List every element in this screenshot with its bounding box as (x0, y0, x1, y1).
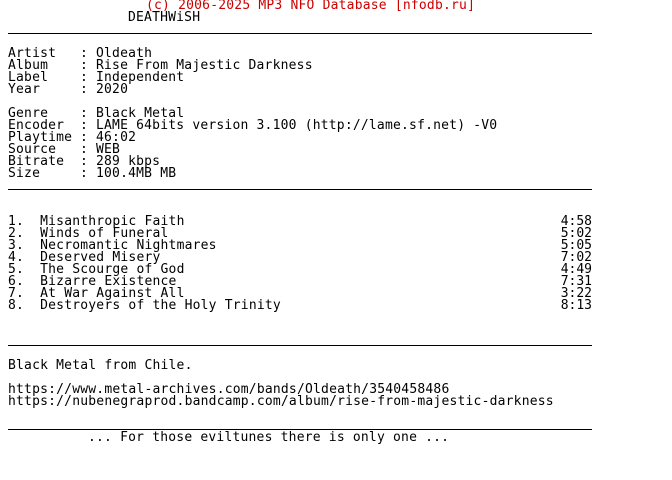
track-title: At War Against All (40, 286, 185, 301)
field-source: Source : WEB (8, 142, 121, 157)
track-title: Deserved Misery (40, 250, 161, 265)
field-size: Size : 100.4MB MB (8, 166, 177, 181)
track-duration: 8:13 (560, 298, 592, 313)
field-value: WEB (96, 142, 121, 157)
track-number: 2. (8, 226, 25, 241)
track-duration: 5:05 (560, 238, 592, 253)
track-title: Necromantic Nightmares (40, 238, 217, 253)
field-label: Label : Independent (8, 70, 185, 85)
field-value: LAME 64bits version 3.100 (http://lame.sf.net) -V0 (96, 118, 498, 133)
field-key: Album (8, 58, 49, 73)
metal-archives-link[interactable]: https://www.metal-archives.com/bands/Oldeath/3540458486 (8, 382, 450, 397)
field-key: Playtime (8, 130, 73, 145)
field-album: Album : Rise From Majestic Darkness (8, 58, 313, 73)
bandcamp-link[interactable]: https://nubenegraprod.bandcamp.com/album/rise-from-majestic-darkness (8, 394, 554, 409)
field-key: Artist (8, 46, 57, 61)
divider-tracklist-top (8, 189, 592, 190)
track-title: The Scourge of God (40, 262, 185, 277)
field-key: Label (8, 70, 49, 85)
field-artist: Artist : Oldeath (8, 46, 153, 61)
footer-tagline: ... For those eviltunes there is only one ... (88, 430, 450, 445)
release-group-name: DEATHWiSH (128, 10, 201, 25)
track-duration: 5:02 (560, 226, 592, 241)
field-value: Independent (96, 70, 185, 85)
field-playtime: Playtime : 46:02 (8, 130, 137, 145)
field-bitrate: Bitrate : 289 kbps (8, 154, 161, 169)
track-title: Destroyers of the Holy Trinity (40, 298, 281, 313)
track-duration: 7:02 (560, 250, 592, 265)
track-number: 4. (8, 250, 25, 265)
field-encoder: Encoder : LAME 64bits version 3.100 (http://lame.sf.net) -V0 (8, 118, 498, 133)
nfodb-credit-link[interactable]: (c) 2006-2025 MP3 NFO Database [nfodb.ru] (146, 0, 476, 13)
track-number: 5. (8, 262, 25, 277)
field-key: Size (8, 166, 41, 181)
track-row (8, 300, 281, 312)
track-number: 7. (8, 286, 25, 301)
field-key: Bitrate (8, 154, 65, 169)
field-year: Year : 2020 (8, 82, 129, 97)
track-number: 8. (8, 298, 25, 313)
track-duration: 3:22 (560, 286, 592, 301)
field-value: 2020 (96, 82, 129, 97)
field-value: 289 kbps (96, 154, 161, 169)
release-description: Black Metal from Chile. (8, 358, 193, 373)
field-key: Encoder (8, 118, 65, 133)
track-number: 1. (8, 214, 25, 229)
field-value: Black Metal (96, 106, 185, 121)
field-key: Year (8, 82, 41, 97)
track-title: Winds of Funeral (40, 226, 169, 241)
track-duration: 4:58 (560, 214, 592, 229)
track-number: 3. (8, 238, 25, 253)
track-number: 6. (8, 274, 25, 289)
track-duration: 4:49 (560, 262, 592, 277)
field-key: Source (8, 142, 57, 157)
field-value: Rise From Majestic Darkness (96, 58, 313, 73)
track-duration: 7:31 (560, 274, 592, 289)
track-title: Bizarre Existence (40, 274, 177, 289)
track-title: Misanthropic Faith (40, 214, 185, 229)
divider-notes-top (8, 345, 592, 346)
field-value: Oldeath (96, 46, 153, 61)
field-value: 100.4MB MB (96, 166, 177, 181)
field-genre: Genre : Black Metal (8, 106, 185, 121)
field-value: 46:02 (96, 130, 137, 145)
field-key: Genre (8, 106, 49, 121)
divider-top (8, 33, 592, 34)
